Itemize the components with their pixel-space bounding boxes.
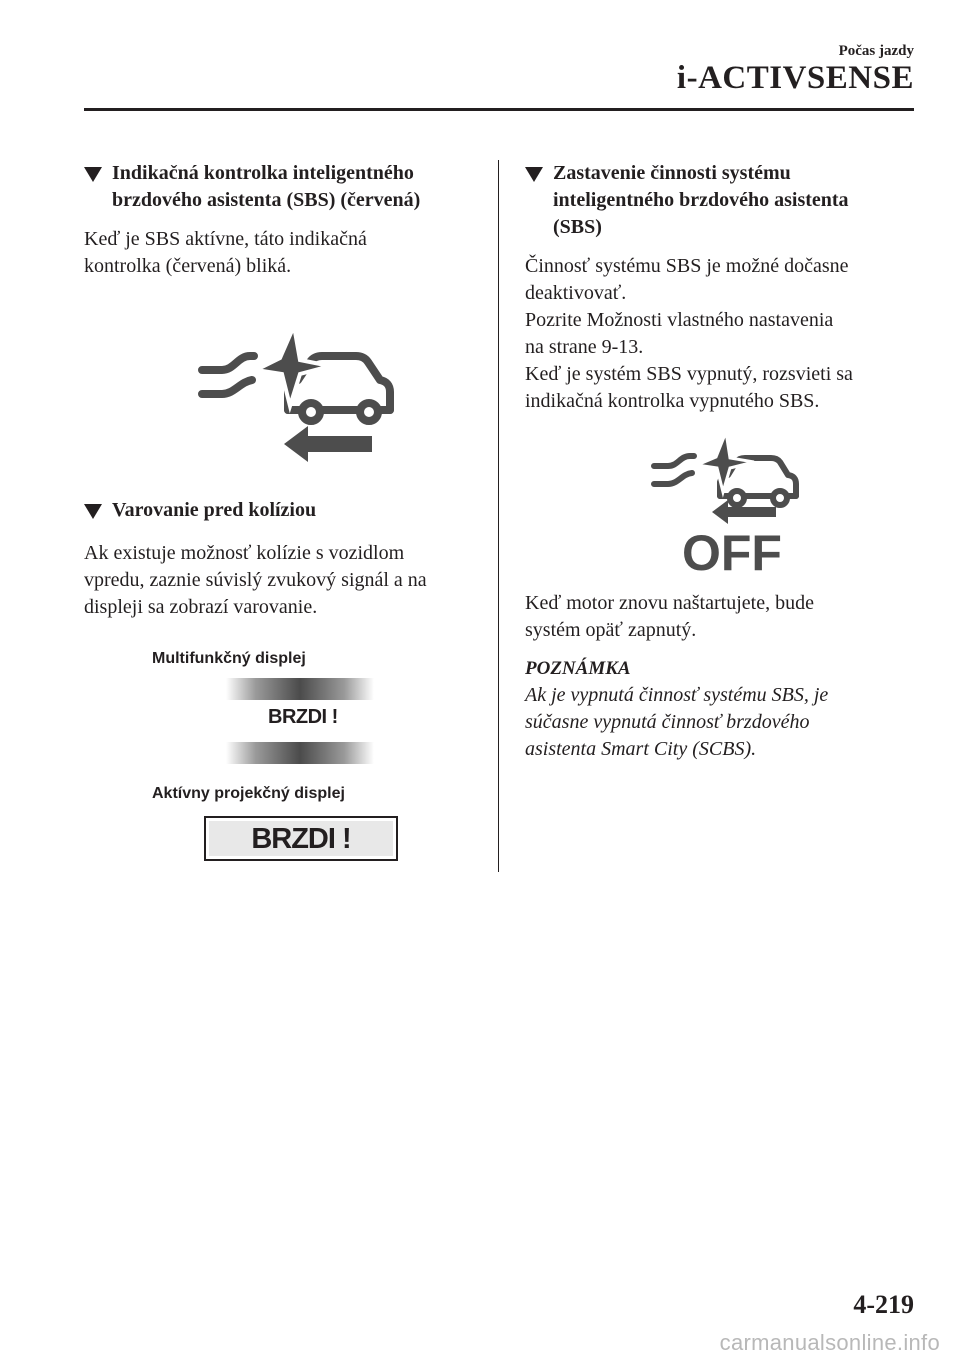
header-divider — [84, 108, 914, 111]
page-number: 4-219 — [853, 1290, 914, 1319]
triangle-bullet-icon — [84, 167, 102, 182]
heading-line: Indikačná kontrolka inteligentného — [112, 162, 414, 184]
active-hud-label: Aktívny projekčný displej — [152, 785, 345, 802]
mfd-brake-warning: BRZDI ! — [268, 706, 338, 728]
heading-line: brzdového asistenta (SBS) (červená) — [112, 189, 421, 211]
column-divider — [498, 160, 499, 872]
left-column — [84, 160, 474, 855]
section-title: Počas jazdy — [838, 43, 914, 59]
off-label: OFF — [682, 525, 782, 576]
active-hud-display — [204, 816, 398, 861]
multifunction-display-label: Multifunkčný displej — [152, 650, 306, 667]
triangle-bullet-icon — [525, 167, 543, 182]
note-title: POZNÁMKA — [525, 658, 631, 679]
note-block — [525, 656, 925, 763]
sbs-indicator-heading — [84, 160, 474, 214]
sbs-off-text: Činnosť systému SBS je možné dočasne deaktivovať. Pozrite Možnosti vlastného nastavenia na strane 9-13. Keď je systém SBS vypnutý, rozsvieti sa indikačná kontrolka vypnutého SBS. — [525, 255, 853, 412]
sbs-off-icon — [650, 428, 810, 576]
collision-warning-text: Ak existuje možnosť kolízie s vozidlom vpredu, zaznie súvislý zvukový signál a na displeji sa zobrazí varovanie. — [84, 542, 427, 618]
restart-text: Keď motor znovu naštartujete, bude systém opäť zapnutý. — [525, 592, 814, 641]
note-text: Ak je vypnutá činnosť systému SBS, je súčasne vypnutá činnosť brzdového asistenta Smart City (SCBS). — [525, 684, 829, 760]
triangle-bullet-icon — [84, 504, 102, 519]
collision-warning-heading: Varovanie pred kolíziou — [84, 497, 502, 524]
mfd-top-bar — [226, 678, 374, 700]
ahud-brake-warning: BRZDI ! — [251, 823, 351, 855]
sbs-warning-icon — [196, 318, 396, 466]
right-column — [525, 160, 915, 760]
mfd-bottom-bar — [226, 742, 374, 764]
sbs-off-heading: Zastavenie činnosti systému inteligentného brzdového asistenta (SBS) — [525, 160, 915, 241]
chapter-title: i-ACTIVSENSE — [676, 60, 914, 96]
sbs-indicator-text: Keď je SBS aktívne, táto indikačná kontrolka (červená) bliká. — [84, 228, 367, 277]
watermark: carmanualsonline.info — [719, 1330, 940, 1355]
